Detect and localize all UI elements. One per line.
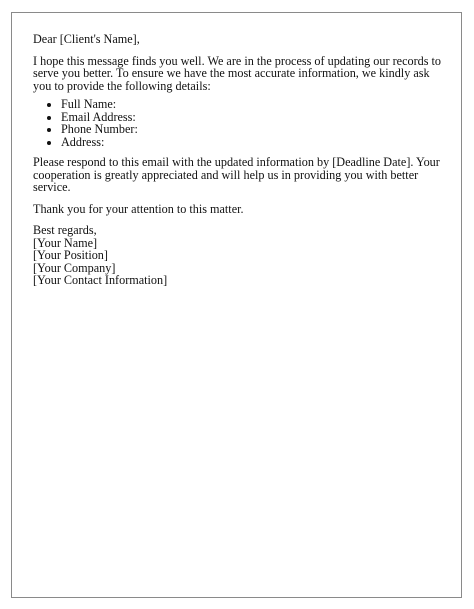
signature-contact: [Your Contact Information] [33,273,168,287]
greeting-line: Dear [Client's Name], [33,32,140,46]
detail-item-full-name: • Full Name: [61,98,448,111]
signature-company: [Your Company] [33,260,116,275]
response-request-paragraph: Please respond to this email with the updated information by [Deadline Date]. Your cooperation is greatly appreciated and will help us in providing you with better service. [33,155,440,194]
letter-body [33,33,448,287]
detail-item-email-address: • Email Address: [61,111,448,124]
closing-line: Best regards, [33,223,97,237]
signature-block [33,224,448,287]
letter-page [11,12,462,598]
detail-item-phone-number: • Phone Number: [61,123,448,136]
intro-paragraph: I hope this message finds you well. We are in the process of updating our records to serve you better. To ensure we have the most accurate information, we kindly ask you to provide the following details: [33,53,441,93]
detail-item-address: • Address: [61,136,448,149]
signature-position: [Your Position] [33,248,108,262]
details-list [33,98,448,148]
thanks-line: Thank you for your attention to this matter. [33,201,244,216]
signature-name: [Your Name] [33,235,98,250]
